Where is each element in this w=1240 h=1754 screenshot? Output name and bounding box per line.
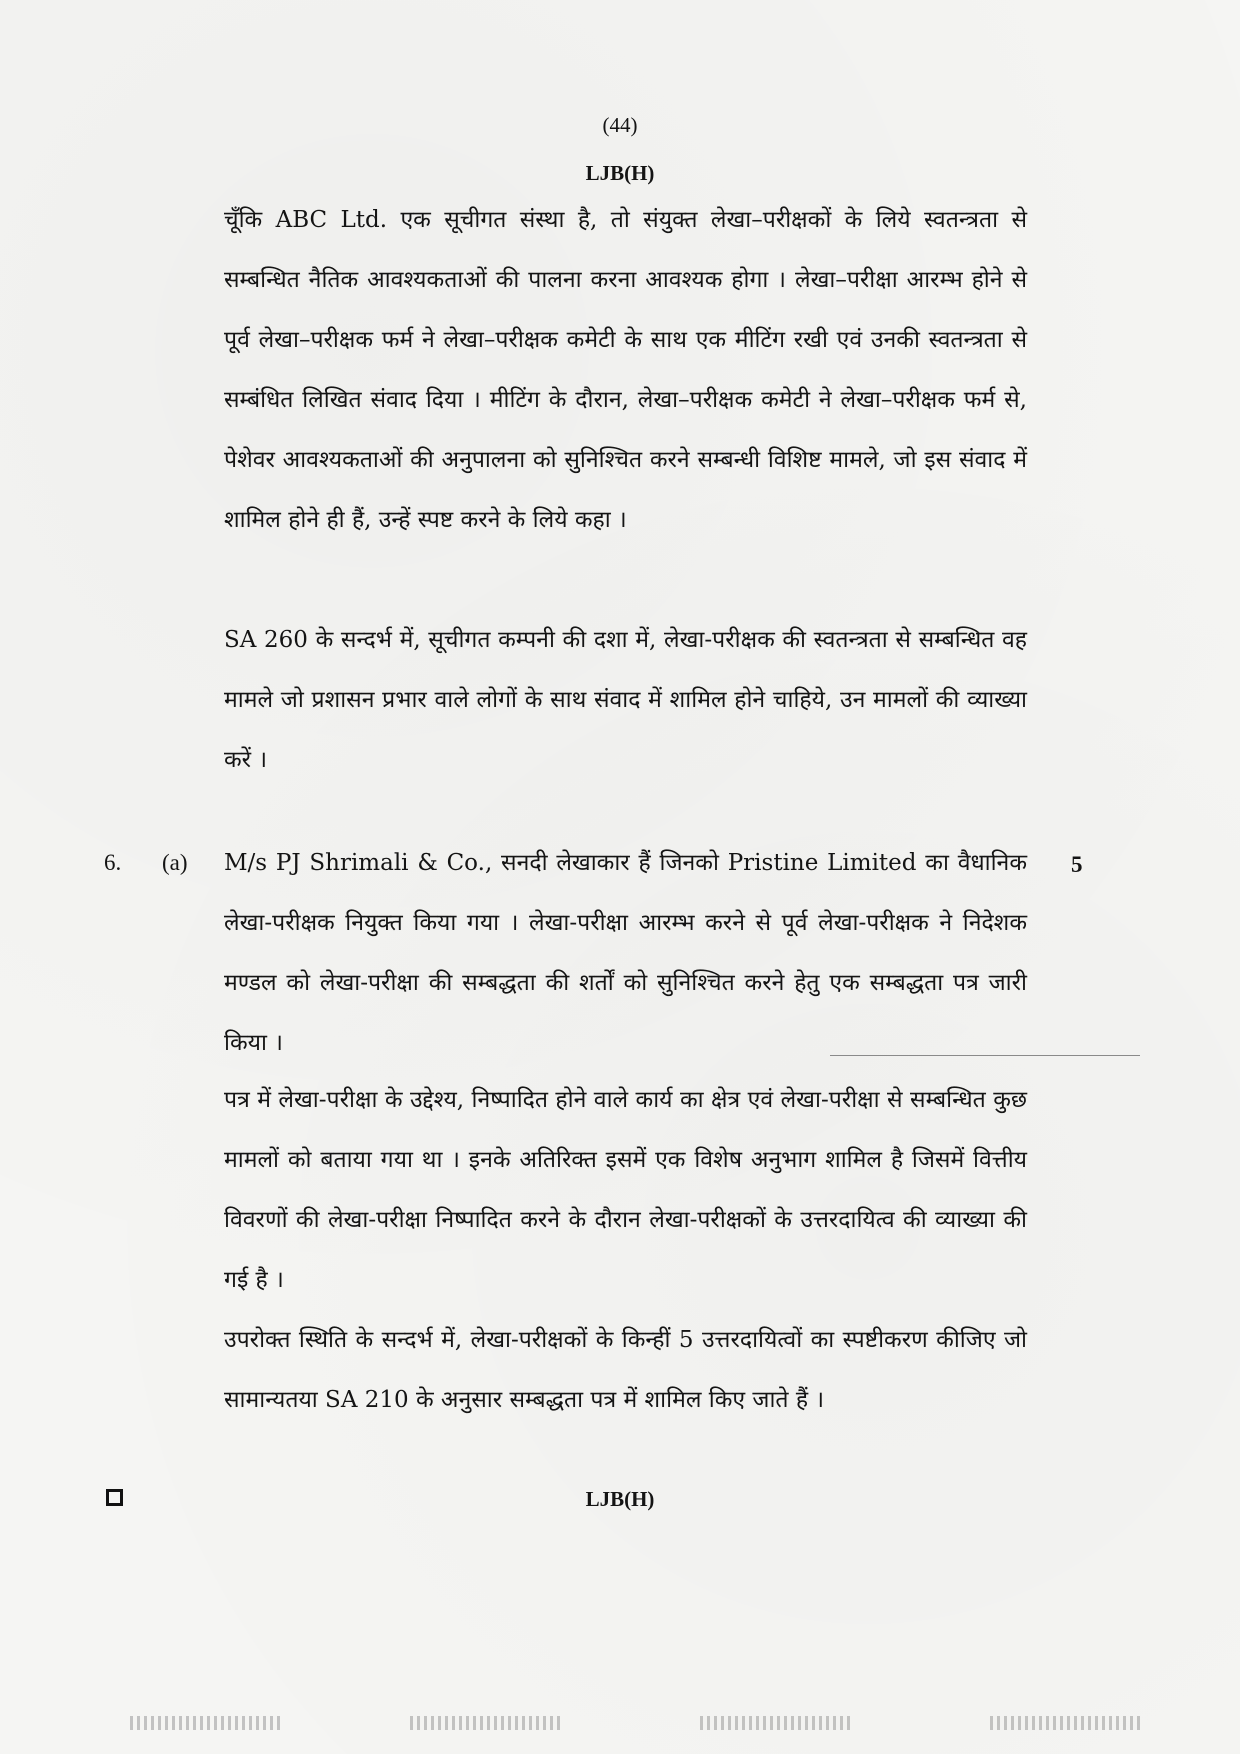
question-6a-paragraph-2: पत्र में लेखा-परीक्षा के उद्देश्य, निष्पादित होने वाले कार्य का क्षेत्र एवं लेखा-परीक्षा से सम्बन्धित कुछ मामलों को बताया गया था । इनके अतिरिक्त इसमें एक विशेष अनुभाग शामिल है जिसमें वित्तीय विवरणों की लेखा-परीक्षा निष्पादित करने के दौरान लेखा-परीक्षकों के उत्तरदायित्व की व्याख्या की गई है । <box>224 1087 1027 1293</box>
question-5-prompt: SA 260 के सन्दर्भ में, सूचीगत कम्पनी की दशा में, लेखा-परीक्षक की स्वतन्त्रता से सम्बन्धित वह मामले जो प्रशासन प्रभार वाले लोगों के साथ संवाद में शामिल होने चाहिये, उन मामलों की व्याख्या करें । <box>224 627 1027 773</box>
scan-edge-marks <box>0 1694 1240 1754</box>
question-6a-paragraph-1: M/s PJ Shrimali & Co., सनदी लेखाकार हैं जिनको Pristine Limited का वैधानिक लेखा-परीक्षक नियुक्त किया गया । लेखा-परीक्षा आरम्भ करने से पूर्व लेखा-परीक्षक ने निदेशक मण्डल को लेखा-परीक्षा की सम्बद्धता की शर्तों को सुनिश्चित करने हेतु एक सम्बद्धता पत्र जारी किया । <box>224 850 1027 1056</box>
question-marks: 5 <box>1071 852 1083 877</box>
case-paragraph-1: चूँकि ABC Ltd. एक सूचीगत संस्था है, तो संयुक्त लेखा–परीक्षकों के लिये स्वतन्त्रता से सम्बन्धित नैतिक आवश्यकताओं की पालना करना आवश्यक होगा । लेखा–परीक्षा आरम्भ होने से पूर्व लेखा–परीक्षक फर्म ने लेखा–परीक्षक कमेटी के साथ एक मीटिंग रखी एवं उनकी स्वतन्त्रता से सम्बंधित लिखित संवाद दिया । मीटिंग के दौरान, लेखा–परीक्षक कमेटी ने लेखा–परीक्षक फर्म से, पेशेवर आवश्यकताओं की अनुपालना को सुनिश्चित करने सम्बन्धी विशिष्ट मामले, जो इस संवाद में शामिल होने ही हैं, उन्हें स्पष्ट करने के लिये कहा । <box>224 207 1027 533</box>
divider-line <box>830 1055 1140 1056</box>
question-number: 6. <box>104 850 122 875</box>
page-number: (44) <box>602 113 638 137</box>
question-6a-prompt: उपरोक्त स्थिति के सन्दर्भ में, लेखा-परीक्षकों के किन्हीं 5 उत्तरदायित्वों का स्पष्टीकरण कीजिए जो सामान्यतया SA 210 के अनुसार सम्बद्धता पत्र में शामिल किए जाते हैं । <box>224 1327 1027 1413</box>
paper-code-header: LJB(H) <box>585 161 655 185</box>
paper-code-footer: LJB(H) <box>585 1487 655 1511</box>
question-part-label: (a) <box>162 850 188 875</box>
